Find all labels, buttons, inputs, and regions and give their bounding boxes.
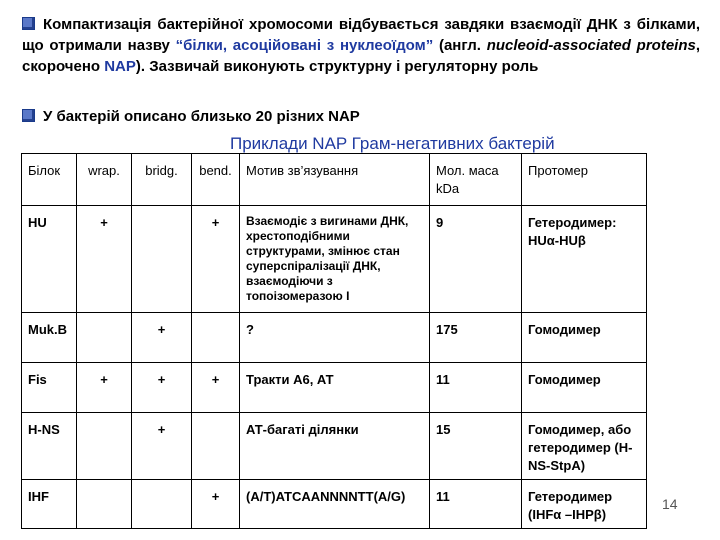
cell-mass: 11 bbox=[430, 363, 522, 413]
cell-bend: + bbox=[192, 480, 240, 529]
cell-mass: 175 bbox=[430, 313, 522, 363]
paragraph-nap-count bbox=[22, 106, 700, 127]
p1-quote: “білки, асоційовані з нуклеоїдом” bbox=[175, 37, 434, 54]
cell-protomer: Гомодимер bbox=[522, 313, 647, 363]
cell-wrap bbox=[77, 313, 132, 363]
paragraph-compaction bbox=[22, 14, 700, 77]
cell-motif: ? bbox=[240, 313, 430, 363]
header-protomer: Протомер bbox=[522, 154, 647, 206]
page-number: 14 bbox=[662, 496, 678, 512]
cell-wrap: + bbox=[77, 206, 132, 313]
p1-end: ). Зазвичай виконують структурну і регуляторну роль bbox=[135, 58, 539, 75]
cell-bend: + bbox=[192, 206, 240, 313]
header-protein: Білок bbox=[22, 154, 77, 206]
cell-protein: HU bbox=[22, 206, 77, 313]
cell-bridg: + bbox=[132, 313, 192, 363]
cell-mass: 9 bbox=[430, 206, 522, 313]
header-bend: bend. bbox=[192, 154, 240, 206]
cell-protomer: Гомодимер, або гетеродимер (H-NS-StpA) bbox=[522, 413, 647, 480]
cell-bridg bbox=[132, 480, 192, 529]
cell-bend: + bbox=[192, 363, 240, 413]
cell-mass: 15 bbox=[430, 413, 522, 480]
table-row-hns bbox=[22, 413, 647, 480]
cell-protein: Fis bbox=[22, 363, 77, 413]
header-mass: Мол. маса kDa bbox=[430, 154, 522, 206]
cell-protomer: Гетеродимер: HUα-HUβ bbox=[522, 206, 647, 313]
header-bridg: bridg. bbox=[132, 154, 192, 206]
table-row-fis bbox=[22, 363, 647, 413]
checkbox-bullet-icon bbox=[22, 109, 35, 122]
table-row-mukb bbox=[22, 313, 647, 363]
p1-after-latin: , скорочено bbox=[22, 37, 701, 75]
nap-table bbox=[21, 153, 647, 529]
cell-wrap bbox=[77, 480, 132, 529]
cell-bend bbox=[192, 413, 240, 480]
cell-wrap bbox=[77, 413, 132, 480]
cell-wrap: + bbox=[77, 363, 132, 413]
cell-motif: АТ-багаті ділянки bbox=[240, 413, 430, 480]
p2-text: У бактерій описано близько 20 різних NAP bbox=[43, 108, 360, 125]
p1-abbr: NAP bbox=[104, 58, 136, 75]
table-row-ihf bbox=[22, 480, 647, 529]
cell-protein: IHF bbox=[22, 480, 77, 529]
cell-protomer: Гомодимер bbox=[522, 363, 647, 413]
header-motif: Мотив зв’язування bbox=[240, 154, 430, 206]
cell-bridg: + bbox=[132, 363, 192, 413]
p1-text: Компактизація бактерійної хромосоми відбувається завдяки взаємодії ДНК з білками, що отримали назву bbox=[22, 16, 700, 54]
cell-bridg: + bbox=[132, 413, 192, 480]
table-header-row bbox=[22, 154, 647, 206]
table-title: Приклади NAP Грам-негативних бактерій bbox=[230, 134, 555, 153]
cell-bend bbox=[192, 313, 240, 363]
cell-bridg bbox=[132, 206, 192, 313]
p1-latin: nucleoid-associated proteins bbox=[486, 37, 696, 54]
cell-motif: Тракти А6, АТ bbox=[240, 363, 430, 413]
cell-motif: (A/T)ATCAANNNNTT(A/G) bbox=[240, 480, 430, 529]
cell-protein: Muk.B bbox=[22, 313, 77, 363]
cell-protein: H-NS bbox=[22, 413, 77, 480]
cell-motif: Взаємодіє з вигинами ДНК, хрестоподібними структурами, змінює стан суперспіралізації ДНК, взаємодіючи з топоізомеразою I bbox=[240, 206, 430, 313]
table-row-hu bbox=[22, 206, 647, 313]
checkbox-bullet-icon bbox=[22, 17, 35, 30]
cell-protomer: Гетеродимер (IHFα –IHPβ) bbox=[522, 480, 647, 529]
cell-mass: 11 bbox=[430, 480, 522, 529]
p1-mid: (англ. bbox=[433, 37, 487, 54]
header-wrap: wrap. bbox=[77, 154, 132, 206]
